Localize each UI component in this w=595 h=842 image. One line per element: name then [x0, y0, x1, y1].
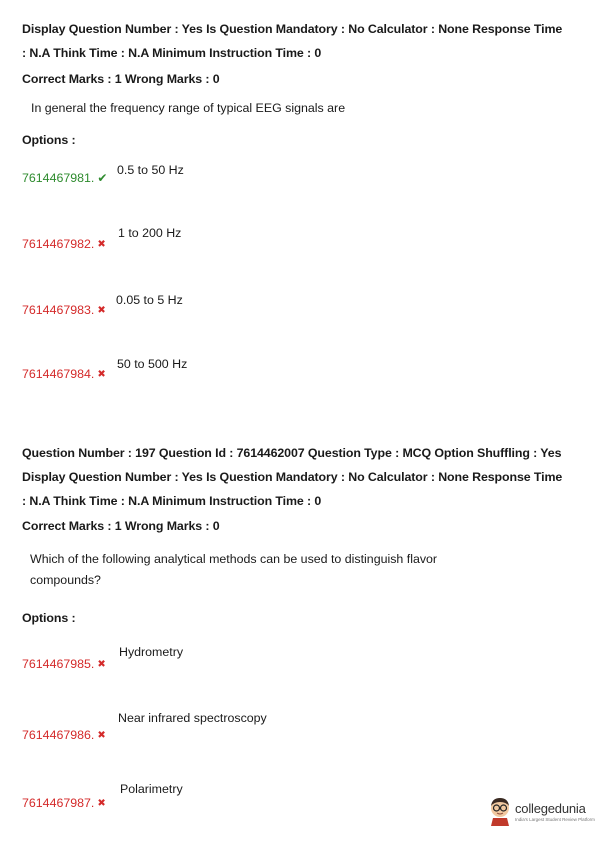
q1-meta-line2: : N.A Think Time : N.A Minimum Instruction Time : 0: [22, 46, 322, 60]
q2-option-3-text: Polarimetry: [120, 782, 183, 796]
q2-option-1: [22, 655, 106, 673]
option-id: 7614467984.: [22, 367, 95, 381]
q1-option-3: [22, 301, 106, 319]
option-id: 7614467981.: [22, 171, 95, 185]
cross-icon: ✖: [97, 305, 106, 316]
option-id: 7614467986.: [22, 728, 95, 742]
q2-options-label: Options :: [22, 611, 76, 625]
q1-marks: Correct Marks : 1 Wrong Marks : 0: [22, 72, 220, 86]
q2-option-1-text: Hydrometry: [119, 645, 184, 659]
option-id: 7614467985.: [22, 657, 95, 671]
cross-icon: ✖: [97, 730, 106, 741]
q1-meta-line1: Display Question Number : Yes Is Question Mandatory : No Calculator : None Response Time: [22, 22, 563, 36]
cross-icon: ✖: [97, 239, 106, 250]
cross-icon: ✖: [97, 798, 106, 809]
q2-meta-line0: Question Number : 197 Question Id : 7614462007 Question Type : MCQ Option Shuffling : Yes: [22, 446, 562, 460]
q1-option-1: [22, 169, 107, 187]
q2-marks: Correct Marks : 1 Wrong Marks : 0: [22, 519, 220, 533]
q2-meta-line1: Display Question Number : Yes Is Question Mandatory : No Calculator : None Response Time: [22, 470, 563, 484]
q1-option-4: [22, 365, 106, 383]
q2-option-2-text: Near infrared spectroscopy: [118, 711, 267, 725]
check-icon: ✔: [97, 171, 108, 185]
q1-options-label: Options :: [22, 133, 76, 147]
mascot-icon: [488, 796, 512, 826]
cross-icon: ✖: [97, 369, 106, 380]
cross-icon: ✖: [97, 659, 106, 670]
option-id: 7614467982.: [22, 237, 95, 251]
q1-option-4-text: 50 to 500 Hz: [117, 357, 188, 371]
q2-question-text: Which of the following analytical methods can be used to distinguish flavor compounds?: [30, 552, 438, 587]
option-id: 7614467983.: [22, 303, 95, 317]
collegedunia-logo: [488, 796, 595, 826]
option-id: 7614467987.: [22, 796, 95, 810]
q1-option-1-text: 0.5 to 50 Hz: [117, 163, 184, 177]
q1-option-3-text: 0.05 to 5 Hz: [116, 293, 183, 307]
logo-tagline: India's Largest Student Review Platform: [515, 816, 595, 822]
q1-option-2: [22, 235, 106, 253]
q1-option-2-text: 1 to 200 Hz: [118, 226, 182, 240]
logo-name: collegedunia: [515, 800, 586, 816]
q2-option-3: [22, 794, 106, 812]
q2-meta-line2: : N.A Think Time : N.A Minimum Instruction Time : 0: [22, 494, 322, 508]
q1-question-text: In general the frequency range of typical EEG signals are: [31, 101, 346, 115]
q2-option-2: [22, 726, 106, 744]
